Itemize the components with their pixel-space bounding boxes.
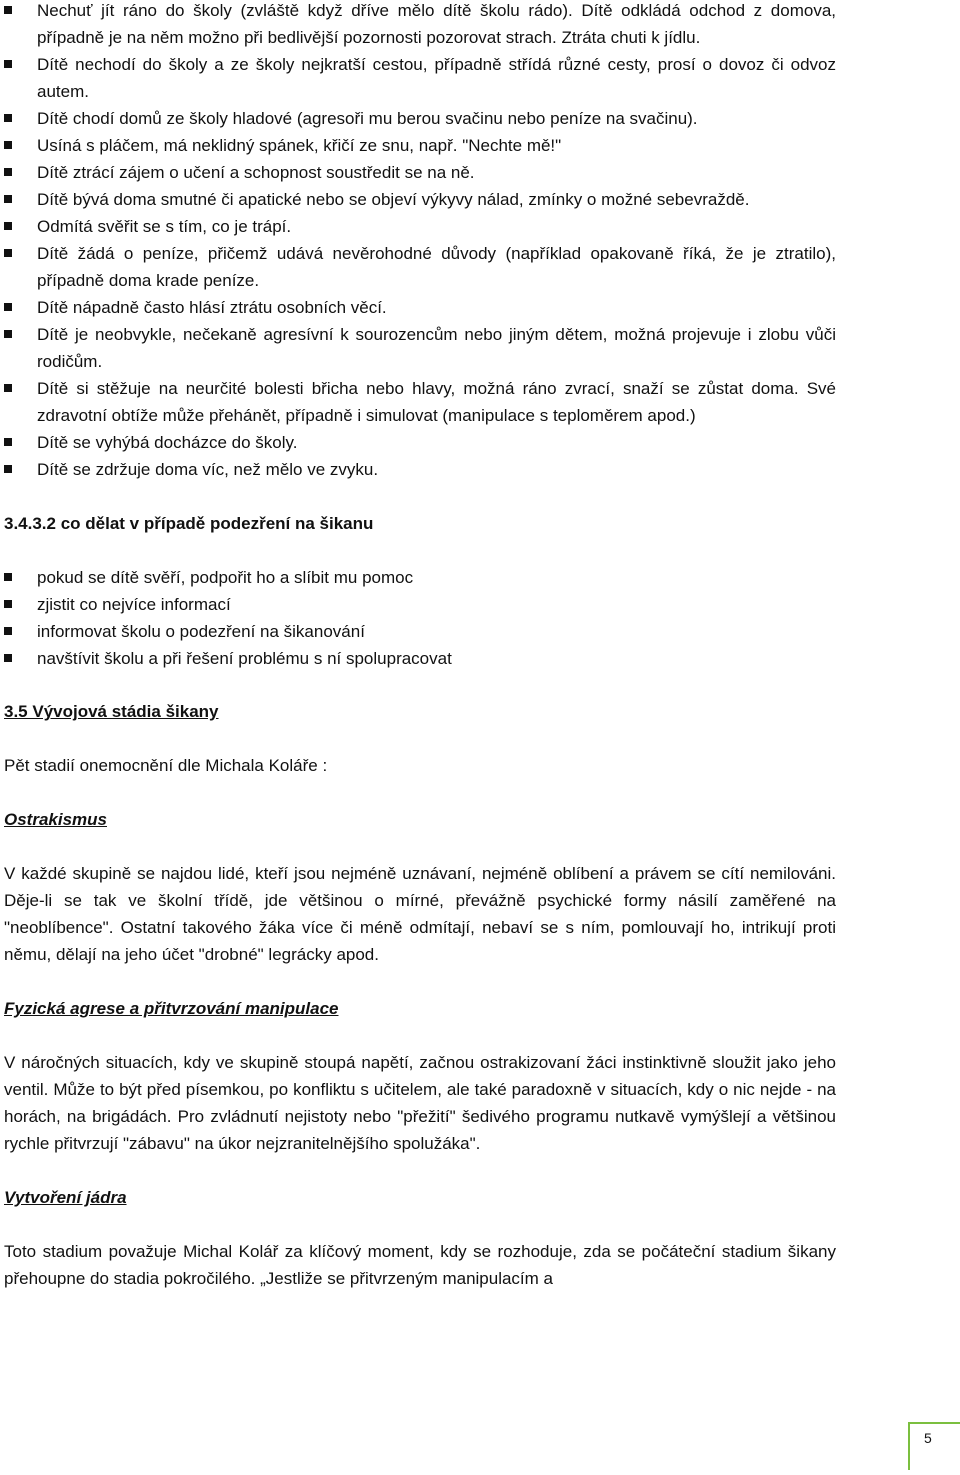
square-bullet-icon [4,465,12,473]
list-item [4,159,836,186]
footer-accent-line [908,1422,960,1424]
square-bullet-icon [4,141,12,149]
list-item-text: Dítě nechodí do školy a ze školy nejkratší cestou, případně střídá různé cesty, prosí o dovoz či odvoz autem. [37,55,836,101]
stage-title-vytvoreni-jadra: Vytvoření jádra [4,1188,127,1207]
stages-intro: Pět stadií onemocnění dle Michala Koláře : [4,756,328,775]
spacer [4,1022,836,1049]
list-item-text: Dítě se zdržuje doma víc, než mělo ve zvyku. [37,460,379,479]
list-item-text: navštívit školu a při řešení problému s ní spolupracovat [37,649,452,668]
list-item [4,375,836,429]
list-item [4,321,836,375]
footer-accent-line-vertical [908,1422,910,1470]
stage-title-ostrakismus: Ostrakismus [4,810,107,829]
list-item [4,186,836,213]
square-bullet-icon [4,438,12,446]
square-bullet-icon [4,627,12,635]
square-bullet-icon [4,195,12,203]
page-number: 5 [924,1430,932,1446]
list-item [4,105,836,132]
list-item-text: informovat školu o podezření na šikanování [37,622,365,641]
square-bullet-icon [4,600,12,608]
list-item-text: Dítě je neobvykle, nečekaně agresívní k sourozencům nebo jiným dětem, možná projevuje i zlobu vůči rodičům. [37,325,836,371]
spacer [4,1211,836,1238]
list-item [4,456,836,483]
list-item [4,132,836,159]
stage-text-fyzicka-agrese: V náročných situacích, kdy ve skupině stoupá napětí, začnou ostrakizovaní žáci instinktivně sloužit jako jeho ventil. Může to být před písemkou, po konfliktu s učitelem, ale také paradoxně v situacích, kdy o nic nejde - na horách, na brigádách. Pro zvládnutí nejistoty nebo "přežití" šedivého programu nutkavě vymýšlejí a většinou rychle přitvrzují "zábavu" na úkor nejzranitelnějšího spolužáka". [4,1053,836,1153]
list-item-text: Dítě chodí domů ze školy hladové (agresoři mu berou svačinu nebo peníze na svačinu). [37,109,698,128]
spacer [4,968,836,995]
warning-signs-list [4,0,836,483]
list-item-text: Nechuť jít ráno do školy (zvláště když dříve mělo dítě školu rádo). Dítě odkládá odchod z domova, případně je na něm možno při bedlivější pozornosti pozorovat strach. Ztráta chuti k jídlu. [37,1,836,47]
square-bullet-icon [4,168,12,176]
spacer [4,483,836,510]
list-item-text: zjistit co nejvíce informací [37,595,231,614]
list-item [4,0,836,51]
list-item [4,564,836,591]
list-item-text: Dítě nápadně často hlásí ztrátu osobních věcí. [37,298,387,317]
page-content [4,0,836,1292]
square-bullet-icon [4,573,12,581]
spacer [4,672,836,698]
spacer [4,537,836,564]
square-bullet-icon [4,330,12,338]
stage-text-ostrakismus: V každé skupině se najdou lidé, kteří jsou nejméně uznávaní, nejméně oblíbení a právem se cítí nemilováni. Děje-li se tak ve školní třídě, jde většinou o mírné, převážně psychické formy násilí zaměřené na "neoblíbence". Ostatní takového žáka více či méně odmítají, nebaví se s ním, pomlouvají ho, intrikují proti němu, dělají na jeho účet "drobné" legrácky apod. [4,864,836,964]
list-item-text: pokud se dítě svěří, podpořit ho a slíbit mu pomoc [37,568,414,587]
list-item-text: Dítě se vyhýbá docházce do školy. [37,433,298,452]
square-bullet-icon [4,384,12,392]
square-bullet-icon [4,222,12,230]
what-to-do-list [4,564,836,672]
list-item-text: Odmítá svěřit se s tím, co je trápí. [37,217,292,236]
list-item [4,618,836,645]
square-bullet-icon [4,114,12,122]
square-bullet-icon [4,60,12,68]
square-bullet-icon [4,654,12,662]
spacer [4,1157,836,1184]
list-item-text: Dítě ztrácí zájem o učení a schopnost soustředit se na ně. [37,163,475,182]
stage-text-vytvoreni-jadra: Toto stadium považuje Michal Kolář za klíčový moment, kdy se rozhoduje, zda se počáteční stadium šikany přehoupne do stadia pokročilého. „Jestliže se přitvrzeným manipulacím a [4,1242,836,1288]
list-item [4,213,836,240]
list-item [4,294,836,321]
spacer [4,833,836,860]
list-item-text: Dítě si stěžuje na neurčité bolesti břicha nebo hlavy, možná ráno zvrací, snaží se zůstat doma. Své zdravotní obtíže může přehánět, případně i simulovat (manipulace s teploměrem apod.) [37,379,836,425]
section-heading-35: 3.5 Vývojová stádia šikany [4,702,219,721]
square-bullet-icon [4,6,12,14]
square-bullet-icon [4,249,12,257]
list-item [4,645,836,672]
list-item-text: Dítě bývá doma smutné či apatické nebo se objeví výkyvy nálad, zmínky o možné sebevraždě. [37,190,750,209]
list-item-text: Dítě žádá o peníze, přičemž udává nevěrohodné důvody (například opakovaně říká, že je ztratilo), případně doma krade peníze. [37,244,836,290]
spacer [4,779,836,806]
list-item [4,591,836,618]
section-heading-3432: 3.4.3.2 co dělat v případě podezření na šikanu [4,514,374,533]
list-item-text: Usíná s pláčem, má neklidný spánek, křičí ze snu, např. "Nechte mě!" [37,136,562,155]
list-item [4,240,836,294]
square-bullet-icon [4,303,12,311]
spacer [4,725,836,752]
list-item [4,429,836,456]
list-item [4,51,836,105]
stage-title-fyzicka-agrese: Fyzická agrese a přitvrzování manipulace [4,999,339,1018]
